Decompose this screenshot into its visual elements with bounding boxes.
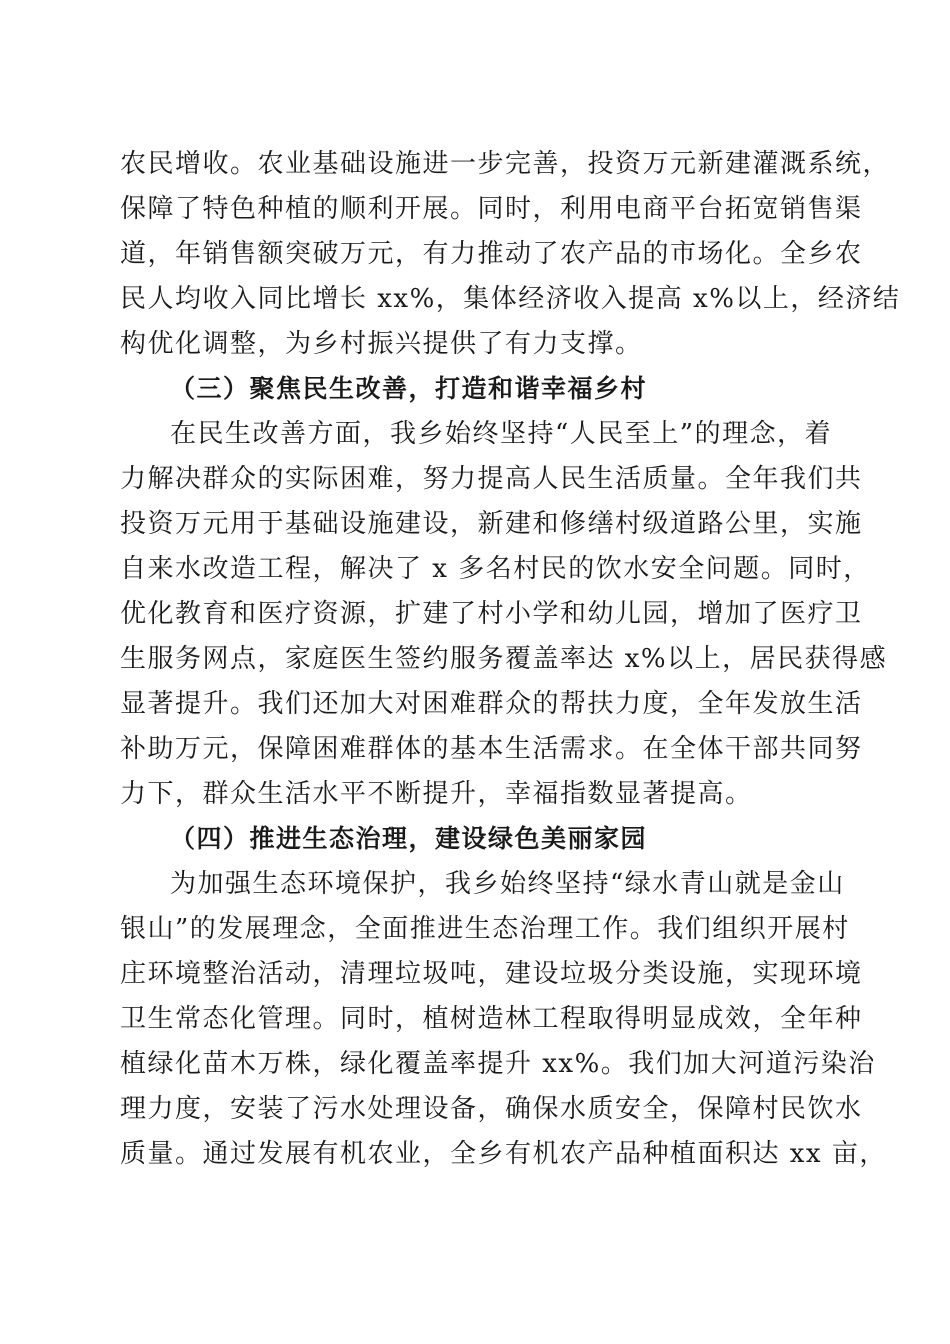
paragraph-line: 投资万元用于基础设施建设，新建和修缮村级道路公里，实施 — [120, 509, 863, 539]
paragraph-line: 在民生改善方面，我乡始终坚持“人民至上”的理念，着 — [170, 419, 833, 449]
section-heading-3: （三）聚焦民生改善，打造和谐幸福乡村 — [170, 374, 648, 403]
paragraph-line: 保障了特色种植的顺利开展。同时，利用电商平台拓宽销售渠 — [120, 194, 863, 224]
paragraph-line: 生服务网点，家庭医生签约服务覆盖率达 x%以上，居民获得感 — [120, 644, 888, 674]
paragraph-line: 民人均收入同比增长 xx%，集体经济收入提高 x%以上，经济结 — [120, 284, 901, 314]
paragraph-line: 为加强生态环境保护，我乡始终坚持“绿水青山就是金山 — [170, 869, 845, 899]
paragraph-line: 庄环境整治活动，清理垃圾吨，建设垃圾分类设施，实现环境 — [120, 959, 863, 989]
paragraph-line: 补助万元，保障困难群体的基本生活需求。在全体干部共同努 — [120, 734, 863, 764]
paragraph-line: 构优化调整，为乡村振兴提供了有力支撑。 — [120, 329, 643, 359]
paragraph-line: 力解决群众的实际困难，努力提高人民生活质量。全年我们共 — [120, 464, 863, 494]
paragraph-line: 银山”的发展理念，全面推进生态治理工作。我们组织开展村 — [120, 914, 850, 944]
paragraph-line: 农民增收。农业基础设施进一步完善，投资万元新建灌溉系统， — [120, 149, 891, 179]
paragraph-line: 优化教育和医疗资源，扩建了村小学和幼儿园，增加了医疗卫 — [120, 599, 863, 629]
paragraph-line: 力下，群众生活水平不断提升，幸福指数显著提高。 — [120, 779, 753, 809]
paragraph-line: 质量。通过发展有机农业，全乡有机农产品种植面积达 xx 亩， — [120, 1139, 887, 1169]
paragraph-line: 卫生常态化管理。同时，植树造林工程取得明显成效，全年种 — [120, 1004, 863, 1034]
paragraph-line: 理力度，安装了污水处理设备，确保水质安全，保障村民饮水 — [120, 1094, 863, 1124]
section-heading-4: （四）推进生态治理，建设绿色美丽家园 — [170, 824, 648, 853]
paragraph-line: 显著提升。我们还加大对困难群众的帮扶力度，全年发放生活 — [120, 689, 863, 719]
paragraph-line: 植绿化苗木万株，绿化覆盖率提升 xx%。我们加大河道污染治 — [120, 1049, 876, 1079]
paragraph-line: 道，年销售额突破万元，有力推动了农产品的市场化。全乡农 — [120, 239, 863, 269]
paragraph-line: 自来水改造工程，解决了 x 多名村民的饮水安全问题。同时， — [120, 554, 871, 584]
